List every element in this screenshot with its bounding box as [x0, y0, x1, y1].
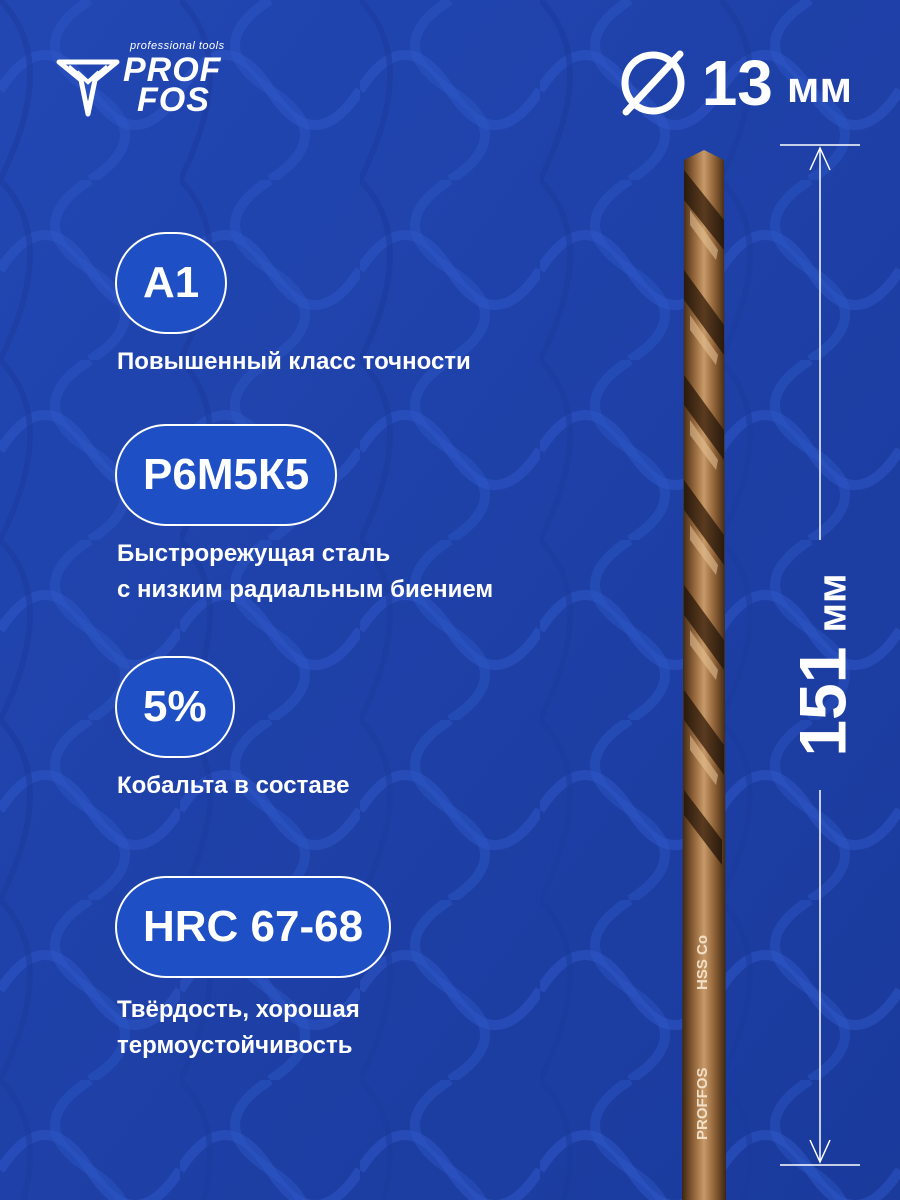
brand-wordmark-line2: FOS [137, 81, 210, 119]
feature-description-line: Кобальта в составе [117, 772, 350, 799]
diameter-unit: мм [786, 63, 852, 112]
brand-wordmark-line1: PROF [123, 51, 222, 89]
length-value: 151 [786, 646, 860, 757]
feature-badge-text: Р6М5К5 [143, 450, 310, 499]
feature-description-line: с низким радиальным биением [117, 576, 494, 603]
drill-bit-image [660, 150, 750, 1200]
feature-description-hardness [117, 992, 360, 1064]
feature-badge-cobalt [115, 656, 235, 758]
feature-badge-text: A1 [143, 258, 200, 307]
drill-material-marking: HSS Co [694, 934, 711, 990]
diameter-symbol-icon [618, 48, 688, 118]
feature-badge-text: HRC 67-68 [143, 902, 364, 951]
feature-description-cobalt [117, 768, 350, 804]
feature-description-steel [117, 536, 493, 608]
brand-tagline: professional tools [130, 40, 225, 52]
length-spec [768, 555, 878, 775]
feature-description-line: Повышенный класс точности [117, 348, 471, 375]
diameter-value: 13 [701, 47, 773, 119]
feature-description-line: термоустойчивость [117, 1032, 353, 1059]
drill-brand-marking: PROFFOS [694, 1067, 711, 1140]
fox-head-icon [55, 52, 121, 118]
feature-badge-text: 5% [143, 682, 207, 731]
feature-description-line: Твёрдость, хорошая [117, 996, 360, 1023]
feature-badge-steel [115, 424, 337, 526]
feature-badge-hardness [115, 876, 391, 978]
feature-badge-accuracy [115, 232, 227, 334]
length-unit: мм [811, 573, 855, 633]
feature-description-line: Быстрорежущая сталь [117, 540, 391, 567]
diameter-spec [618, 38, 852, 128]
brand-logo [55, 40, 265, 120]
feature-description-accuracy [117, 344, 471, 380]
